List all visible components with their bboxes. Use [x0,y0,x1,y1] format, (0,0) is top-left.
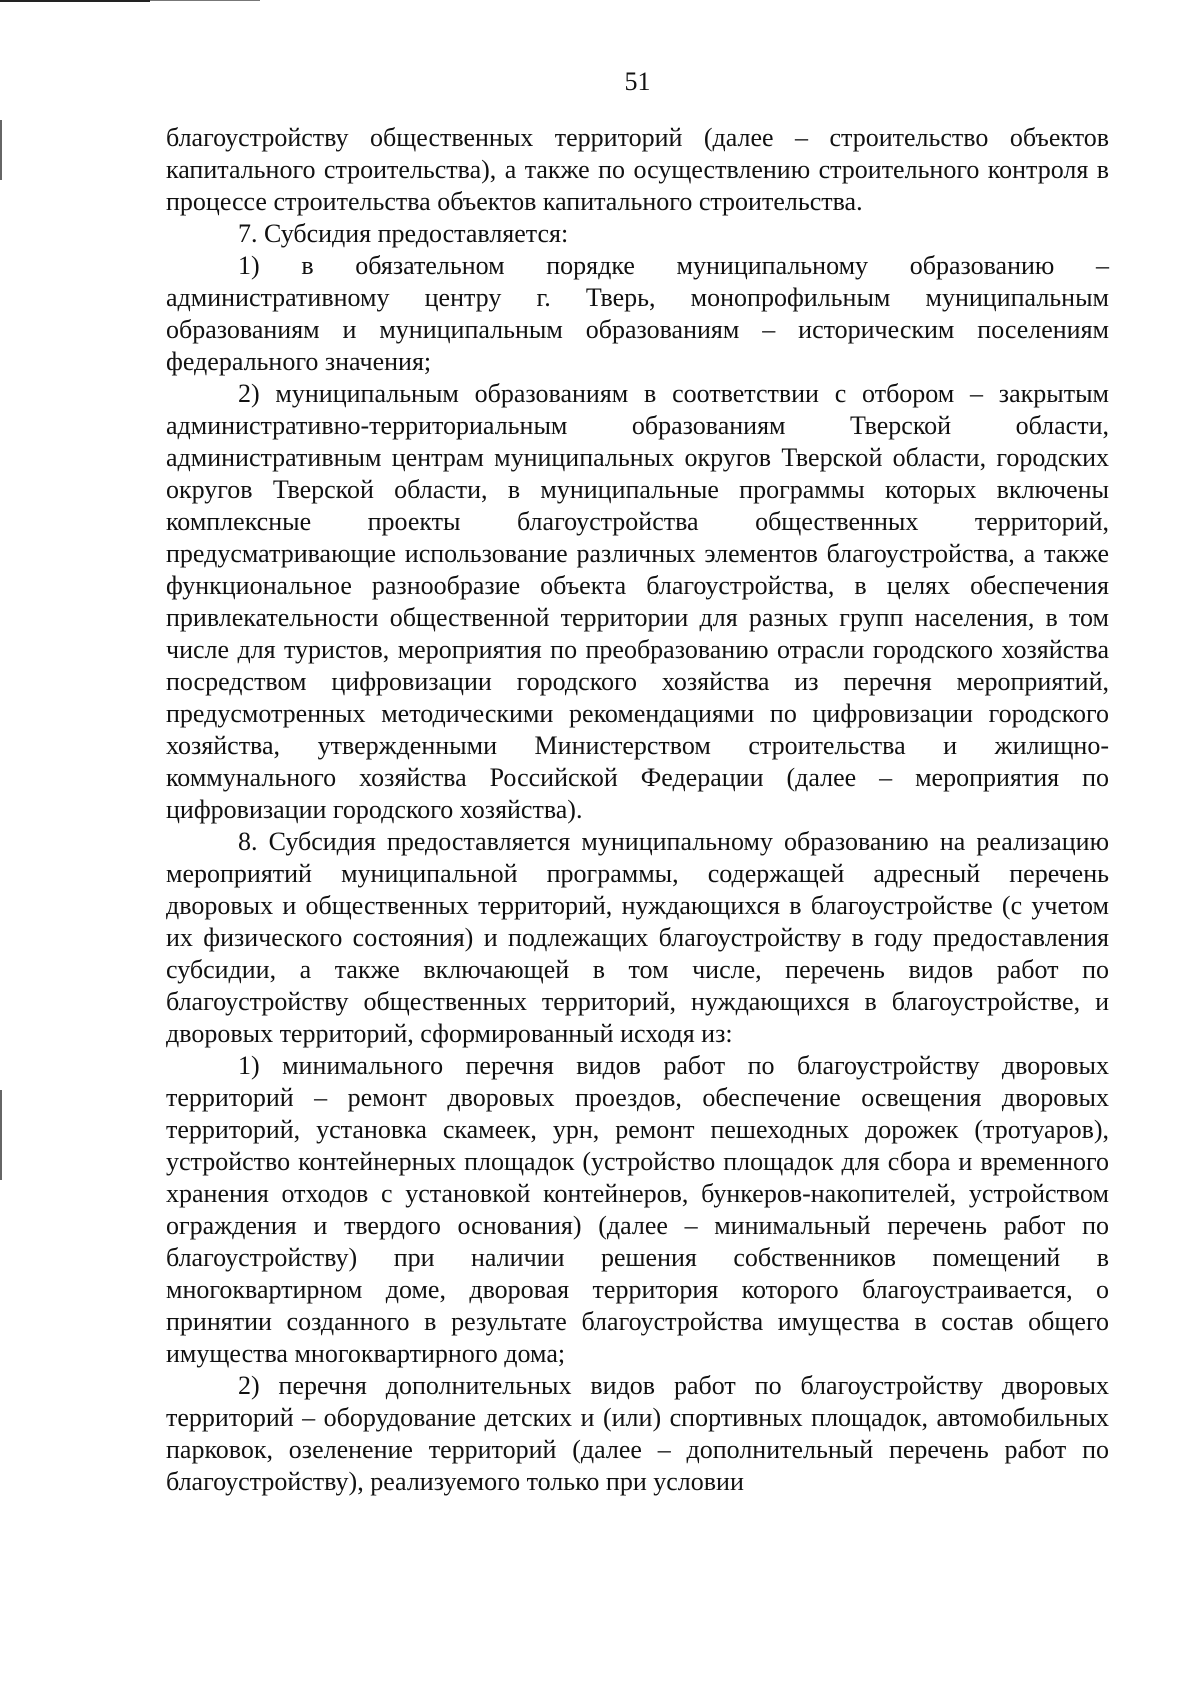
paragraph: 2) муниципальным образованиям в соответствии с отбором – закрытым административно-территориальным образованиям Тверской области, административным центрам муниципальных округов Тверской области, городских округов Тверской области, в муниципальные программы которых включены комплексные проекты благоустройства общественных территорий, предусматривающие использование различных элементов благоустройства, а также функциональное разнообразие объекта благоустройства, в целях обеспечения привлекательности общественной территории для разных групп населения, в том числе для туристов, мероприятия по преобразованию отрасли городского хозяйства посредством цифровизации городского хозяйства из перечня мероприятий, предусмотренных методическими рекомендациями по цифровизации городского хозяйства, утвержденными Министерством строительства и жилищно-коммунального хозяйства Российской Федерации (далее – мероприятия по цифровизации городского хозяйства). [166,379,1109,824]
paragraph: 8. Субсидия предоставляется муниципальному образованию на реализацию мероприятий муниципальной программы, содержащей адресный перечень дворовых и общественных территорий, нуждающихся в благоустройстве (с учетом их физического состояния) и подлежащих благоустройству в году предоставления субсидии, а также включающей в том числе, перечень видов работ по благоустройству общественных территорий, нуждающихся в благоустройстве, и дворовых территорий, сформированный исходя из: [166,827,1109,1048]
paragraph: 7. Субсидия предоставляется: [238,219,569,248]
paragraph: 1) минимального перечня видов работ по благоустройству дворовых территорий – ремонт дворовых проездов, обеспечение освещения дворовых территорий, установка скамеек, урн, ремонт пешеходных дорожек (тротуаров), устройство контейнерных площадок (устройство площадок для сбора и временного хранения отходов с установкой контейнеров, бункеров-накопителей, устройством ограждения и твердого основания) (далее – минимальный перечень работ по благоустройству) при наличии решения собственников помещений в многоквартирном доме, дворовая территория которого благоустраивается, о принятии созданного в результате благоустройства имущества в состав общего имущества многоквартирного дома; [166,1051,1109,1368]
scan-edge-mark [0,0,150,2]
paragraph: 1) в обязательном порядке муниципальному образованию – административному центру г. Тверь, монопрофильным муниципальным образованиям и муниципальным образованиям – историческим поселениям федерального значения; [166,251,1109,376]
page-number: 51 [624,67,651,96]
paragraph: 2) перечня дополнительных видов работ по благоустройству дворовых территорий – оборудование детских и (или) спортивных площадок, автомобильных парковок, озеленение территорий (далее – дополнительный перечень работ по благоустройству), реализуемого только при условии [166,1371,1109,1496]
document-page [166,66,1109,1498]
scan-edge-mark [150,0,260,1]
scan-edge-mark [0,1090,2,1180]
paragraph: благоустройству общественных территорий (далее – строительство объектов капитального строительства), а также по осуществлению строительного контроля в процессе строительства объектов капитального строительства. [166,123,1109,216]
scan-edge-mark [0,120,2,180]
